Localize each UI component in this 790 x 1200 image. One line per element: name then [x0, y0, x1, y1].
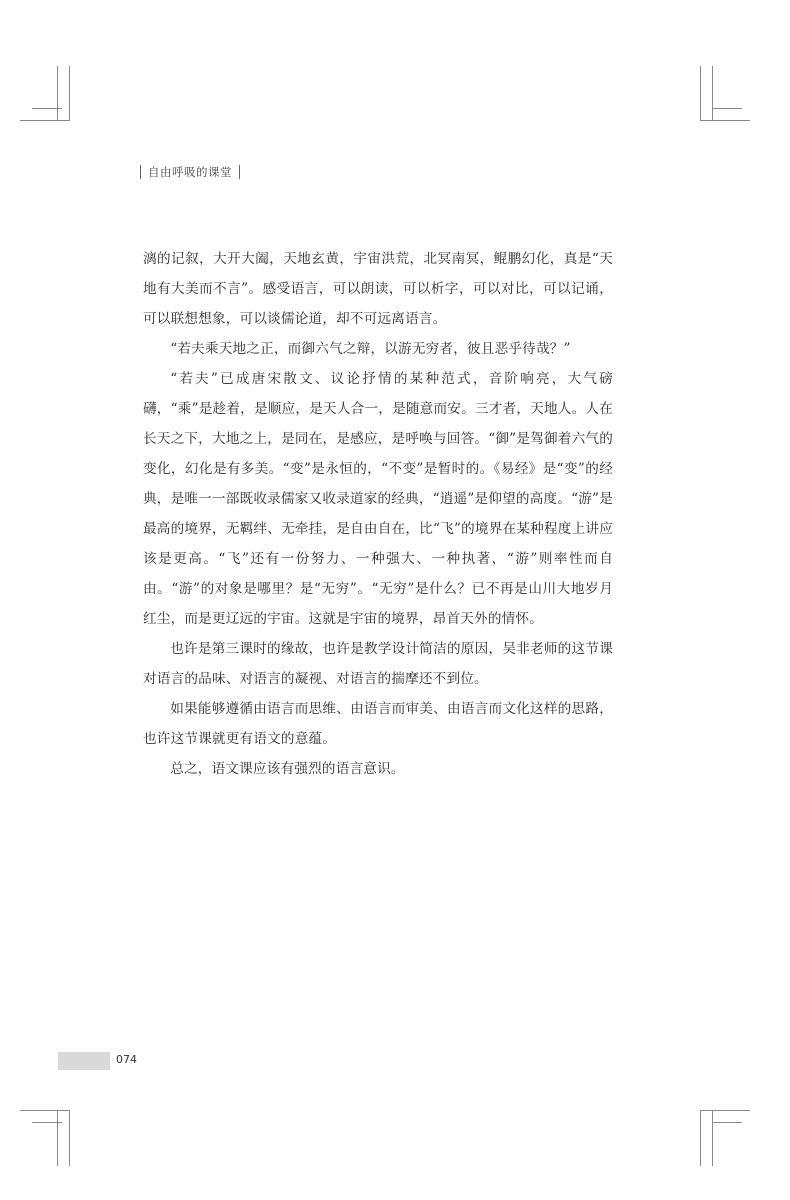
- paragraph: “若夫”已成唐宋散文、议论抒情的某种范式，音阶响亮，大气磅礴，“乘”是趁着，是顺应，是天人合一，是随意而安。三才者，天地人。人在长天之下，大地之上，是同在，是感应，是呼唤与回答。“御”是驾御着六气的变化，幻化是有多美。“变”是永恒的，“不变”是暂时的。《易经》是“变”的经典，是唯一一部既收录儒家又收录道家的经典，“逍遥”是仰望的高度。“游”是最高的境界，无羁绊、无牵挂，是自由自在，比“飞”的境界在某种程度上讲应该是更高。“飞”还有一份努力、一种强大、一种执著，“游”则率性而自由。“游”的对象是哪里？是“无穷”。“无穷”是什么？已不再是山川大地岁月红尘，而是更辽远的宇宙。这就是宇宙的境界，昂首天外的情怀。: [143, 371, 613, 627]
- crop-mark-top-left-horizontal: [20, 120, 70, 121]
- crop-mark-top-right-horizontal: [700, 120, 750, 121]
- crop-mark-top-right-vertical: [700, 66, 701, 120]
- paragraph: 如果能够遵循由语言而思维、由语言而审美、由语言而文化这样的思路，也许这节课就更有语文的意蕴。: [143, 701, 613, 747]
- crop-mark-top-right-horizontal-inner: [712, 108, 742, 109]
- crop-mark-bottom-right-horizontal: [700, 1110, 750, 1111]
- crop-mark-bottom-left-horizontal: [20, 1110, 70, 1111]
- crop-mark-top-right-vertical-inner: [712, 66, 713, 120]
- running-header: [140, 163, 240, 181]
- crop-mark-bottom-left-vertical-inner: [57, 1110, 58, 1166]
- header-right-divider: [239, 165, 240, 179]
- page-number: 074: [116, 1053, 137, 1066]
- header-left-divider: [140, 165, 141, 179]
- crop-mark-top-left-vertical: [69, 66, 70, 120]
- crop-mark-top-left-vertical-inner: [57, 66, 58, 120]
- paragraph: 也许是第三课时的缘故，也许是教学设计简洁的原因，吴非老师的这节课对语言的品味、对语言的凝视、对语言的揣摩还不到位。: [143, 641, 613, 687]
- paragraph-quote: “若夫乘天地之正，而御六气之辩，以游无穷者，彼且恶乎待哉？”: [170, 341, 571, 357]
- body-text: [143, 244, 613, 784]
- paragraph: 总之，语文课应该有强烈的语言意识。: [170, 761, 405, 777]
- paragraph: 漓的记叙，大开大阖，天地玄黄，宇宙洪荒，北冥南冥，鲲鹏幻化，真是“天地有大美而不言”。感受语言，可以朗读，可以析字，可以对比，可以记诵，可以联想想象，可以谈儒论道，却不可远离语言。: [143, 251, 613, 327]
- header-title: 自由呼吸的课堂: [148, 165, 232, 179]
- crop-mark-bottom-right-horizontal-inner: [712, 1122, 742, 1123]
- footer-bar: [58, 1052, 110, 1070]
- crop-mark-bottom-left-vertical: [69, 1110, 70, 1166]
- crop-mark-bottom-right-vertical-inner: [712, 1110, 713, 1166]
- crop-mark-bottom-right-vertical: [700, 1110, 701, 1166]
